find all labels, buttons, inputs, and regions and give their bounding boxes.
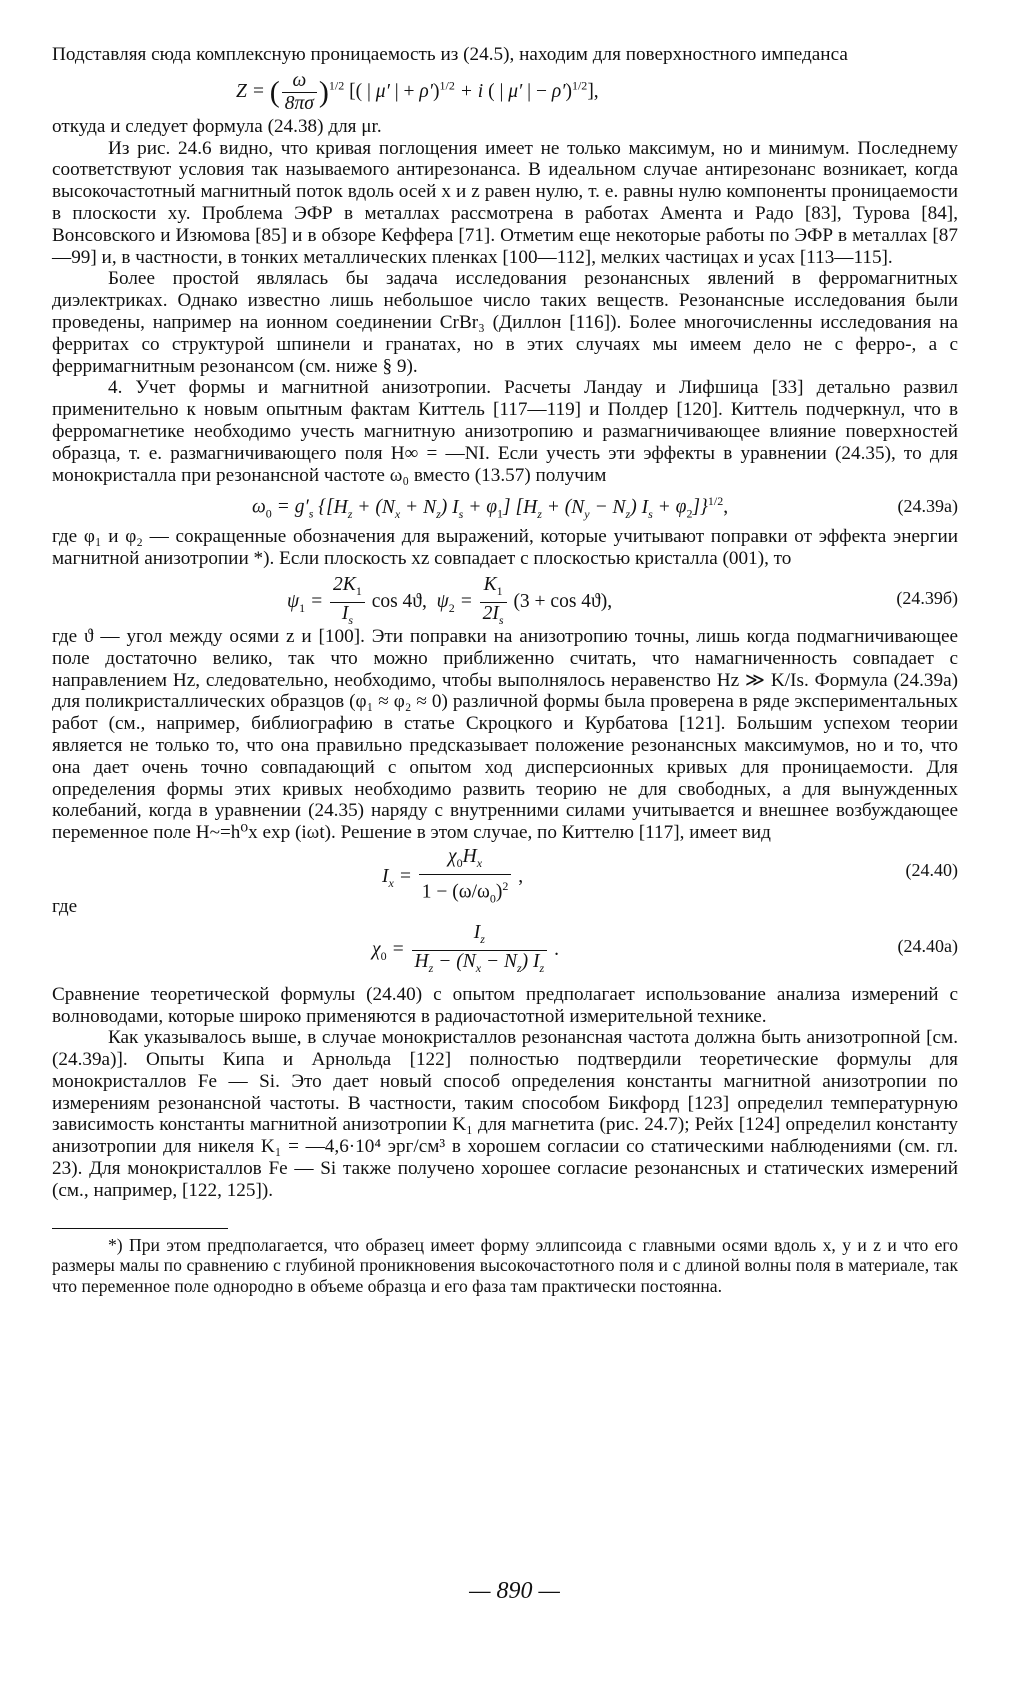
paragraph-3: Из рис. 24.6 видно, что кривая поглощения имеет не только максимум, но и минимум. Последнему соответствуют условия так называемого антирезонанса. В идеальном случае антирезонанс возникает, когда высокочастотный магнитный поток вдоль осей x и z равен нулю, т. е. равны нулю компоненты проницаемости в плоскости xy. Проблема ЭФР в металлах рассмотрена в работах Амента и Радо [83], Турова [84], Вонсовского и Изюмова [85] и в обзоре Кеффера [71]. Отметим еще некоторые работы по ЭФР в металлах [87—99] и, в частности, в тонких металлических пленках [100—112], мелких частицах и усах [113—115]. xyxy=(52,137,958,268)
footnote-text: *) При этом предполагается, что образец имеет форму эллипсоида с главными осями вдоль x, y и z и что его размеры малы по сравнению с глубиной проникновения высокочастотного поля и с длиной волны поля в материале, так что переменное поле однородно в объеме образца и его фаза там практически постоянна. xyxy=(52,1234,958,1296)
page-number: — 890 — xyxy=(469,1578,560,1604)
equation-24-40a-body: $\chi_0$ = $\frac{I_z}{H_z - (N_x - N_z) I_z}$ . xyxy=(372,921,559,975)
paragraph-7: где ϑ — угол между осями z и [100]. Эти поправки на анизотропию точны, лишь когда подмагничивающее поле достаточно велико, так что можно приближенно считать, что намагниченность совпадает с направлением Hz, следовательно, необходимо, чтобы выполнялось неравенство Hz ≫ K/Is. Формула (24.39а) для поликристаллических образцов (φ₁ ≈ φ₂ ≈ 0) различной формы была проверена в ряде экспериментальных работ (см., например, библиографию в статье Скроцкого и Курбатова [121]. Большим успехом теории является не только то, что она правильно предсказывает положение резонансных максимумов, но и то, что она дает очень точно совпадающий с опытом ход дисперсионных кривых для проницаемости. Для определения формы этих кривых необходимо развить теорию не для свободных, а для вынужденных колебаний, когда в уравнении (24.35) наряду с внутренними силами учитывается и внешнее возбуждающее переменное поле H~=h⁰x exp (iωt). Решение в этом случае, по Киттелю [117], имеет вид xyxy=(52,625,958,844)
paragraph-10: Как указывалось выше, в случае монокристаллов резонансная частота должна быть анизотропной [см. (24.39а)]. Опыты Кипа и Арнольда [122] полностью подтвердили теоретические формулы для монокристаллов Fe — Si. Это дает новый способ определения константы магнитной анизотропии по измерениям резонансной частоты. В частности, таким способом Бикфорд [123] определил температурную зависимость константы магнитной анизотропии K₁ для магнетита (рис. 24.7); Рейх [124] определил константу анизотропии для никеля K₁ = —4,6·10⁴ эрг/см³ в хорошем согласии со статическими наблюдениями (см. гл. 23). Для монокристаллов Fe — Si также получено хорошее согласие резонансных и статических измерений (см., например, [122, 125]). xyxy=(52,1027,958,1201)
paragraph-6: где φ₁ и φ₂ — сокращенные обозначения для выражений, которые учитывают поправки от эффекта энергии магнитной анизотропии *). Если плоскость xz совпадает с плоскостью кристалла (001), то xyxy=(52,526,958,570)
equation-24-39a xyxy=(52,486,958,526)
page-body xyxy=(52,44,958,1296)
paragraph-1: Подставляя сюда комплексную проницаемость из (24.5), находим для поверхностного импеданса xyxy=(52,44,848,65)
equation-24-40-body: $I_x$ = $\frac{\chi_0H_x}{1 - (\omega/\omega_0)^2}$ , xyxy=(382,845,524,906)
paragraph-8: где xyxy=(52,895,78,917)
equation-24-39a-body: $\omega_0 = g'_s$ $\{[H_z + (N_x + N_z) I_s + \varphi_1] [H_z + (N_y - N_z) I_s + \varphi_2]\}^{1/2}$, xyxy=(252,494,729,521)
paragraph-4: Более простой являлась бы задача исследования резонансных явлений в ферромагнитных диэлектриках. Однако известно лишь небольшое число таких веществ. Резонансные исследования были проведены, например на ионном соединении CrBr₃ (Диллон [116]). Более многочисленны исследования на ферритах со структурой шпинели и гранатах, но в этих случаях мы имеем дело не с ферро-, а с ферримагнитным резонансом (см. ниже § 9). xyxy=(52,268,958,377)
equation-24-39b-number: (24.39б) xyxy=(896,587,958,608)
footnote-divider xyxy=(52,1228,228,1229)
equation-24-40a xyxy=(52,918,958,980)
equation-z-impedance xyxy=(52,66,958,116)
paragraph-5: 4. Учет формы и магнитной анизотропии. Расчеты Ландау и Лифшица [33] детально развил применительно к новым опытным фактам Киттель [117—119] и Полдер [120]. Киттель подчеркнул, что в ферромагнетике необходимо учесть магнитную анизотропию и размагничивающее влияние поверхностей образца, т. е. размагничивающего поля H∞ = —NI. Если учесть эти эффекты в уравнении (24.35), то для монокристалла при резонансной частоте ω₀ вместо (13.57) получим xyxy=(52,377,958,486)
equation-24-39a-number: (24.39а) xyxy=(897,496,958,517)
equation-24-40a-number: (24.40а) xyxy=(897,935,958,956)
paragraph-2: откуда и следует формула (24.38) для μr. xyxy=(52,115,382,137)
equation-24-40-number: (24.40) xyxy=(905,859,958,880)
equation-24-39b-body: $\psi_1$ = $\frac{2K_1}{I_s}$ cos 4ϑ, $\psi_2$ = $\frac{K_1}{2I_s}$ (3 + cos 4ϑ), xyxy=(287,573,613,627)
equation-24-39b xyxy=(52,570,958,626)
footnote xyxy=(52,1235,958,1297)
equation-z-impedance-body: Z = ( $\frac{\omega}{8\pi\sigma}$ )$^{1/2}$ [( | μ′ | + ρ′)$^{1/2}$ + i ( | μ′ | − ρ′)$^{1/2}$], xyxy=(236,69,599,114)
paragraph-9: Сравнение теоретической формулы (24.40) с опытом предполагает использование анализа измерений с волноводами, которые широко применяются в радиочастотной измерительной технике. xyxy=(52,983,958,1027)
